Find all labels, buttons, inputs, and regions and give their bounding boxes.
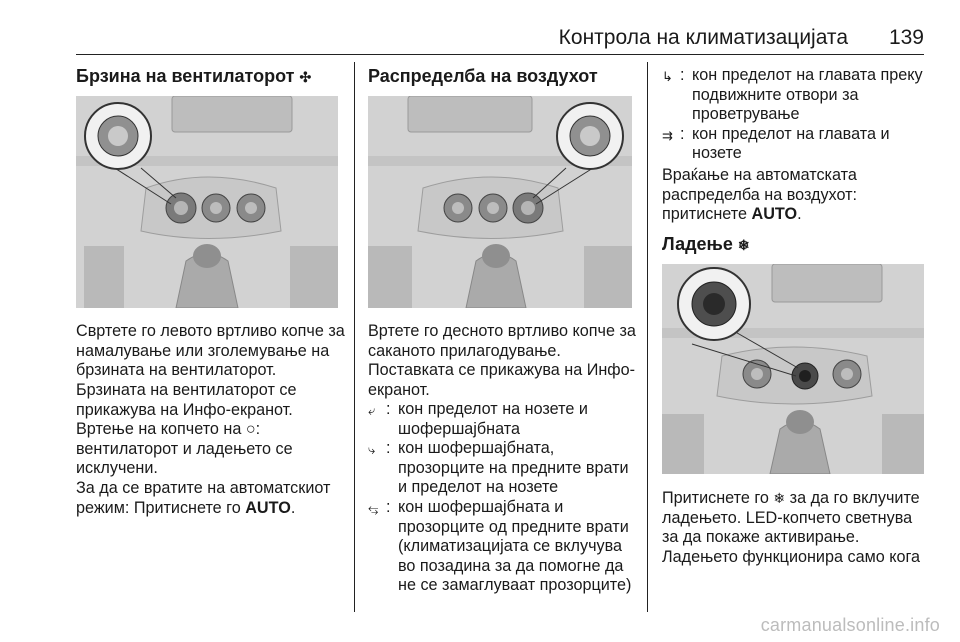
- header-divider: [76, 54, 924, 55]
- fan-speed-heading: Брзина на вентилаторот ✣: [76, 66, 312, 86]
- column-divider-1: [354, 62, 355, 612]
- list-item: ⥃ : кон шофершајбната и прозорците од предните врати (климатизацијата се вклучува во позадина за да помогне да не се замаглуваат прозорците): [368, 497, 632, 595]
- distribution-list-continued: [662, 66, 930, 164]
- list-item: ⤷ : кон шофершајбната, прозорците на предните врати и пределот на нозете: [368, 439, 629, 497]
- snowflake-icon: ❄: [773, 490, 786, 506]
- cooling-button-illustration: [662, 264, 924, 474]
- page-header: [0, 0, 960, 58]
- feet-airflow-icon: ⤶: [368, 403, 376, 418]
- auto-label: AUTO: [245, 498, 291, 517]
- fan-paragraph-3: Вртење на копчето на ○: вентилаторот и ладењето се исклучени.: [76, 420, 293, 478]
- fan-paragraph-4: За да се вратите на автоматскиот режим: Притиснете го AUTO.: [76, 479, 331, 517]
- air-distribution-illustration: [368, 96, 632, 308]
- head-airflow-icon: ↳: [662, 69, 673, 84]
- list-item: ⇉ : кон пределот на главата и нозете: [662, 124, 890, 163]
- column-divider-2: [647, 62, 648, 612]
- list-item: ⤶ : кон пределот на нозете и шофершајбната: [368, 400, 588, 438]
- windshield-airflow-icon: ⤷: [368, 442, 376, 458]
- head-feet-airflow-icon: ⇉: [662, 127, 673, 143]
- distribution-list: [368, 400, 642, 596]
- fan-icon: ✣: [299, 69, 312, 85]
- site-watermark: carmanualsonline.info: [760, 615, 940, 635]
- cooling-button-figure: [662, 264, 924, 474]
- cooling-paragraph-2: Ладењето функционира само кога: [662, 548, 921, 566]
- auto-distribution-paragraph: Враќање на автоматската распределба на воздухот: притиснете AUTO.: [662, 166, 858, 224]
- cooling-paragraph-1: Притиснете го ❄ за да го вклучите ладењето. LED-копчето светнува за да покаже активирање.: [662, 489, 920, 547]
- air-distribution-heading: Распределба на воздухот: [368, 66, 598, 86]
- snowflake-icon: ❄: [737, 237, 750, 253]
- page-number: 139: [888, 26, 924, 49]
- distribution-paragraph-1: Вртете го десното вртливо копче за саканото прилагодување.: [368, 322, 636, 360]
- windshield-feet-airflow-icon: ⥃: [368, 500, 379, 516]
- distribution-paragraph-2: Поставката се прикажува на Инфо-екранот.: [368, 361, 635, 399]
- air-distribution-figure: [368, 96, 632, 308]
- fan-knob-figure: [76, 96, 338, 308]
- cooling-heading: Ладење ❄: [662, 234, 750, 254]
- fan-knob-illustration: [76, 96, 338, 308]
- list-item: ↳ : кон пределот на главата преку подвижните отвори за проветрување: [662, 66, 923, 124]
- auto-label: AUTO: [751, 205, 798, 224]
- fan-paragraph-2: Брзината на вентилаторот се прикажува на Инфо-екранот.: [76, 381, 297, 419]
- fan-paragraph-1: Свртете го левото вртливо копче за намалување или зголемување на брзината на вентилаторот.: [76, 322, 345, 380]
- page-title: Контрола на климатизацијата: [558, 26, 848, 49]
